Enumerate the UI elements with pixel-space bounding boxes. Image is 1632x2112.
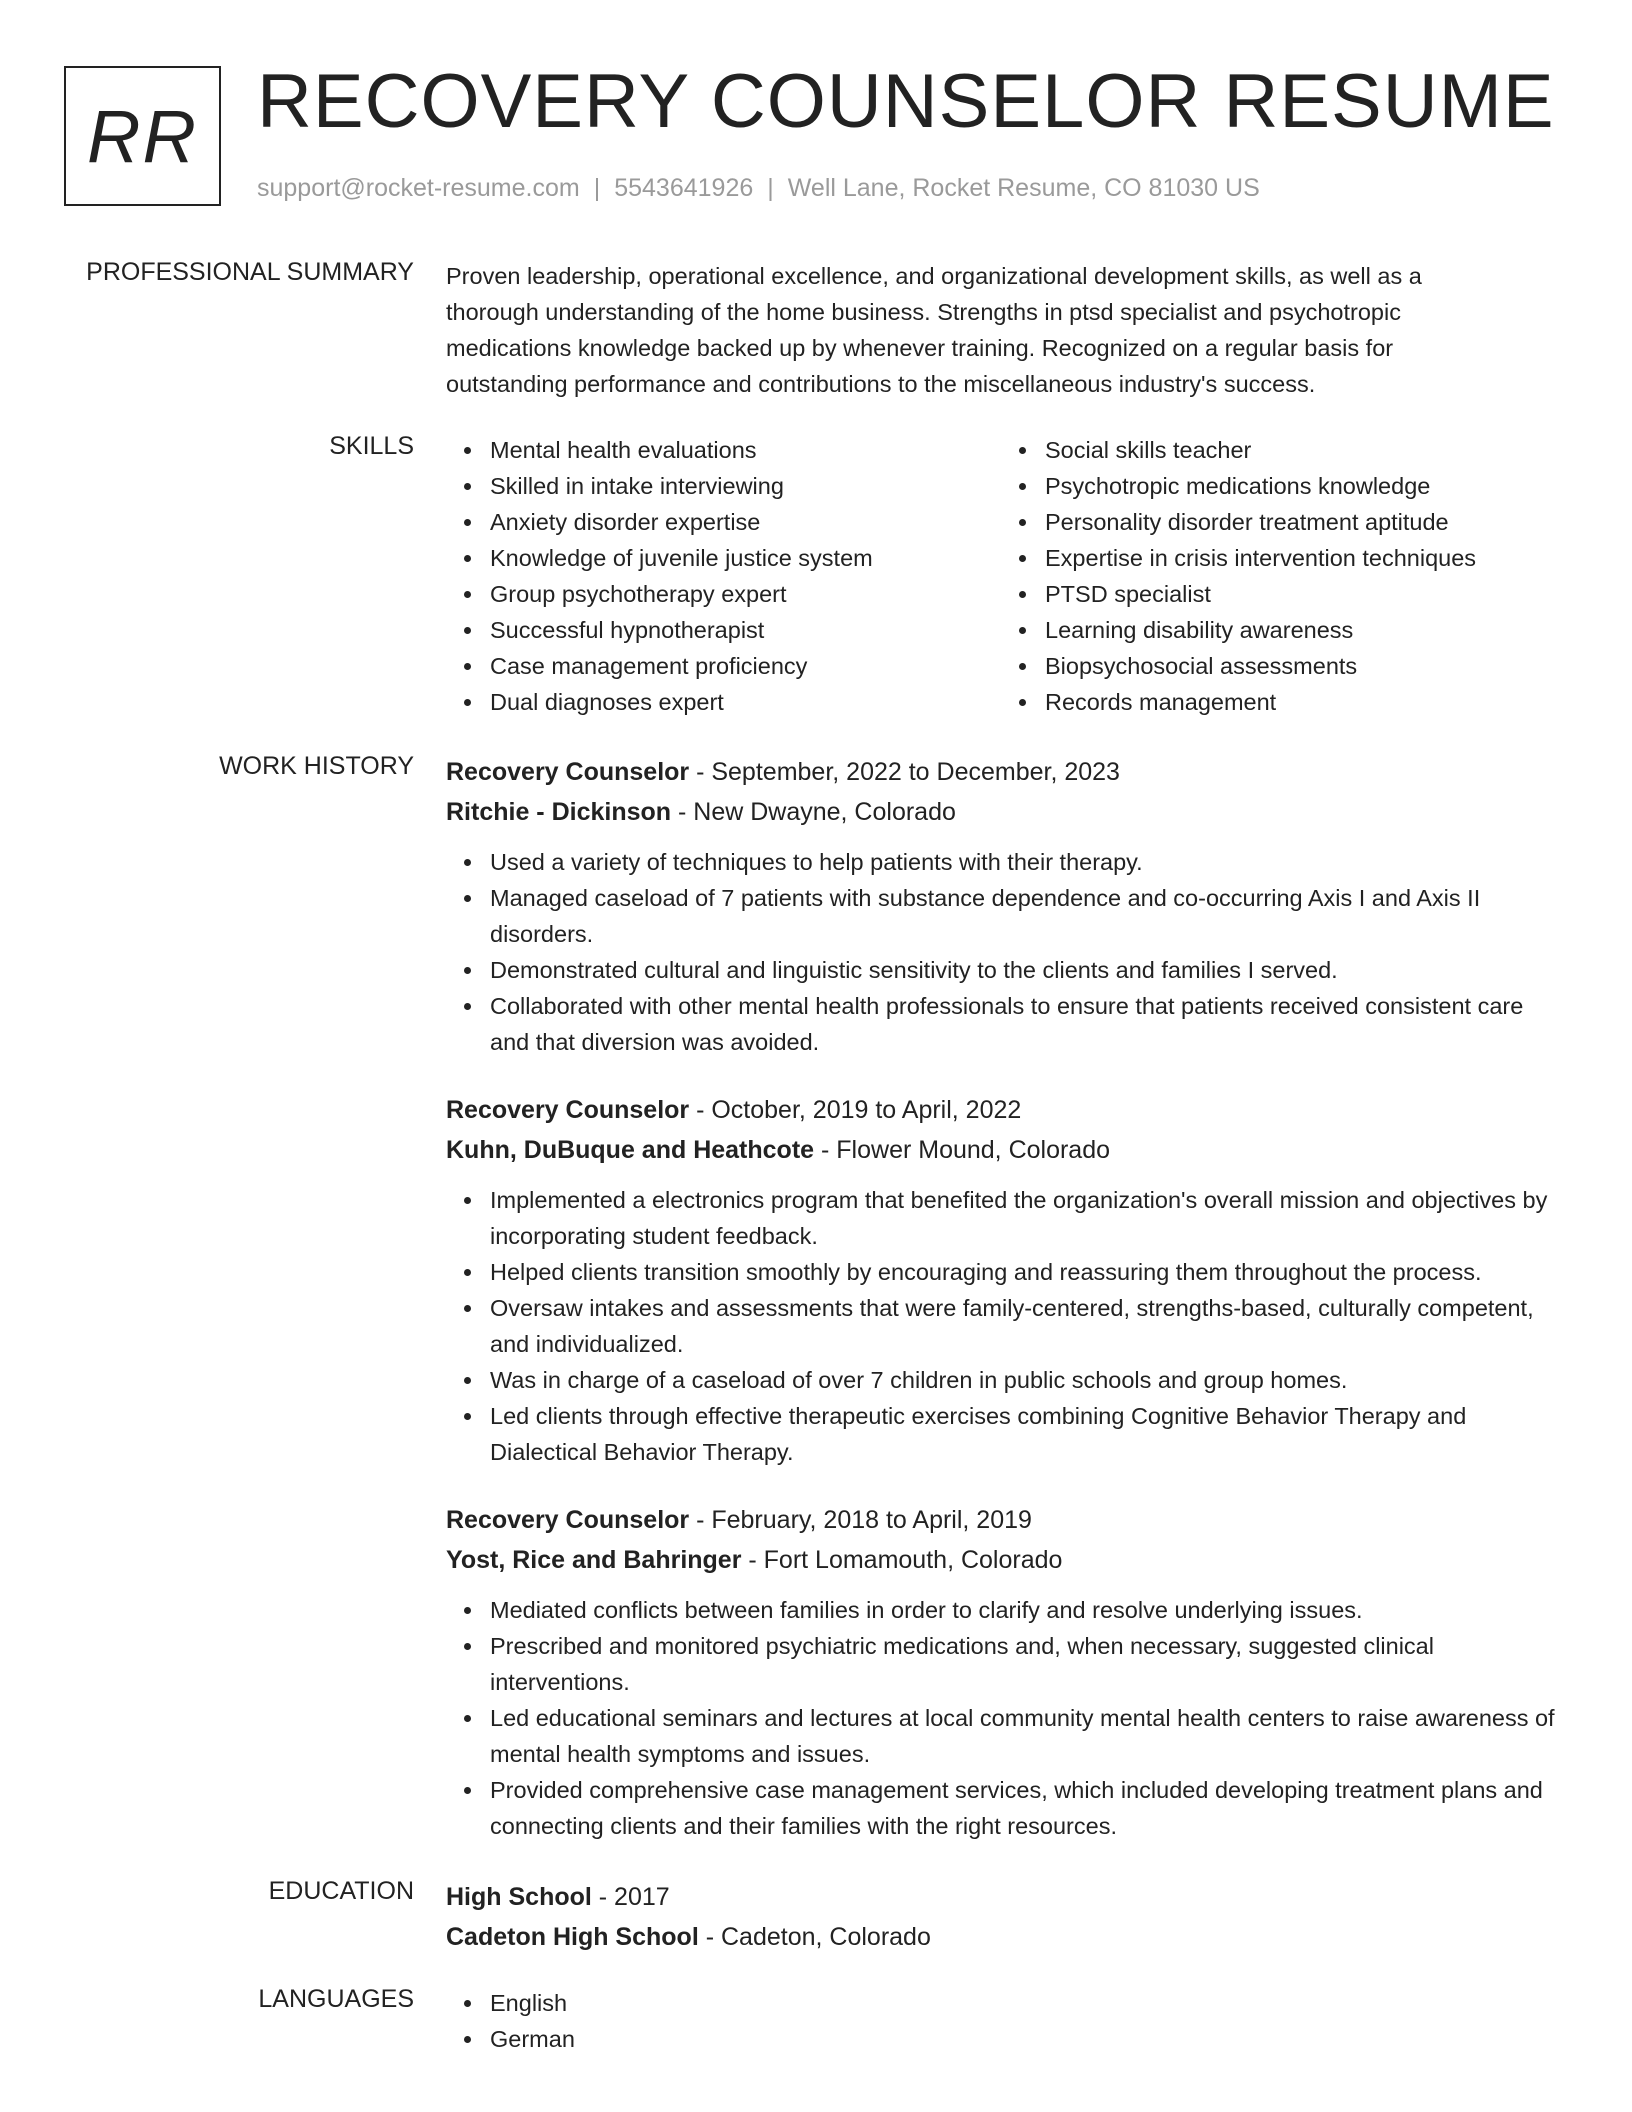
address: Well Lane, Rocket Resume, CO 81030 US bbox=[787, 174, 1260, 202]
skill-item: Biopsychosocial assessments bbox=[1045, 648, 1556, 684]
company-location: - Fort Lomamouth, Colorado bbox=[741, 1546, 1063, 1574]
degree-line bbox=[446, 1877, 1556, 1917]
company-line bbox=[446, 1540, 1556, 1580]
job-bullet: Mediated conflicts between families in order to clarify and resolve underlying issues. bbox=[490, 1592, 1556, 1628]
resume-title: RECOVERY COUNSELOR RESUME bbox=[257, 59, 1555, 144]
skill-item: Case management proficiency bbox=[490, 648, 1001, 684]
job-entry bbox=[446, 1090, 1556, 1470]
degree: High School bbox=[446, 1883, 592, 1911]
skill-item: Personality disorder treatment aptitude bbox=[1045, 504, 1556, 540]
language-item: German bbox=[490, 2021, 1556, 2057]
section-label-languages: LANGUAGES bbox=[258, 1985, 414, 2013]
graduation-year: - 2017 bbox=[591, 1883, 670, 1911]
summary-line: Proven leadership, operational excellence, and organizational development skills, as well as a bbox=[446, 263, 1422, 289]
work-history-content bbox=[446, 752, 1556, 1844]
company-location: - New Dwayne, Colorado bbox=[671, 798, 956, 826]
school-name: Cadeton High School bbox=[446, 1923, 699, 1951]
school-location: - Cadeton, Colorado bbox=[698, 1923, 931, 1951]
summary-line: thorough understanding of the home business. Strengths in ptsd specialist and psychotropic bbox=[446, 299, 1401, 325]
job-title: Recovery Counselor bbox=[446, 1096, 690, 1124]
skills-column-left bbox=[446, 432, 1001, 720]
skill-item: Mental health evaluations bbox=[490, 432, 1001, 468]
section-label-work: WORK HISTORY bbox=[219, 752, 414, 780]
job-bullet: Used a variety of techniques to help patients with their therapy. bbox=[490, 844, 1556, 880]
skills-list bbox=[446, 432, 1556, 720]
job-dates: - February, 2018 to April, 2019 bbox=[689, 1506, 1032, 1534]
company-name: Kuhn, DuBuque and Heathcote bbox=[446, 1136, 815, 1164]
languages-content bbox=[446, 1985, 1556, 2057]
skill-item: Successful hypnotherapist bbox=[490, 612, 1001, 648]
job-bullet: Provided comprehensive case management services, which included developing treatment plans and connecting clients and their families with the right resources. bbox=[490, 1772, 1556, 1844]
contact-line bbox=[257, 174, 1260, 203]
job-dates: - September, 2022 to December, 2023 bbox=[689, 758, 1120, 786]
job-entry bbox=[446, 752, 1556, 1060]
job-bullet: Managed caseload of 7 patients with substance dependence and co-occurring Axis I and Axis II disorders. bbox=[490, 880, 1556, 952]
job-entry bbox=[446, 1500, 1556, 1844]
education-content bbox=[446, 1877, 1556, 1957]
job-bullet: Prescribed and monitored psychiatric medications and, when necessary, suggested clinical interventions. bbox=[490, 1628, 1556, 1700]
separator: | bbox=[593, 174, 601, 202]
skill-item: Expertise in crisis intervention techniques bbox=[1045, 540, 1556, 576]
job-title-line bbox=[446, 1500, 1556, 1540]
skill-item: Group psychotherapy expert bbox=[490, 576, 1001, 612]
company-location: - Flower Mound, Colorado bbox=[814, 1136, 1111, 1164]
skill-item: Knowledge of juvenile justice system bbox=[490, 540, 1001, 576]
job-bullet: Led educational seminars and lectures at local community mental health centers to raise awareness of mental health symptoms and issues. bbox=[490, 1700, 1556, 1772]
skill-item: Psychotropic medications knowledge bbox=[1045, 468, 1556, 504]
separator: | bbox=[767, 174, 774, 202]
summary-line: medications knowledge backed up by whenever training. Recognized on a regular basis for bbox=[446, 335, 1394, 361]
skill-item: Skilled in intake interviewing bbox=[490, 468, 1001, 504]
language-item: English bbox=[490, 1985, 1556, 2021]
job-bullets bbox=[446, 844, 1556, 1060]
school-line bbox=[446, 1917, 1556, 1957]
job-title: Recovery Counselor bbox=[446, 1506, 690, 1534]
section-label-education: EDUCATION bbox=[268, 1877, 414, 1905]
job-title-line bbox=[446, 1090, 1556, 1130]
languages-list bbox=[446, 1985, 1556, 2057]
skill-item: Anxiety disorder expertise bbox=[490, 504, 1001, 540]
job-bullet: Helped clients transition smoothly by encouraging and reassuring them throughout the process. bbox=[490, 1254, 1556, 1290]
company-name: Yost, Rice and Bahringer bbox=[446, 1546, 742, 1574]
skill-item: Social skills teacher bbox=[1045, 432, 1556, 468]
section-label-summary: PROFESSIONAL SUMMARY bbox=[86, 258, 414, 286]
job-bullet: Implemented a electronics program that benefited the organization's overall mission and objectives by incorporating student feedback. bbox=[490, 1182, 1556, 1254]
job-title-line bbox=[446, 752, 1556, 792]
job-bullets bbox=[446, 1592, 1556, 1844]
skill-item: Dual diagnoses expert bbox=[490, 684, 1001, 720]
job-bullet: Led clients through effective therapeutic exercises combining Cognitive Behavior Therapy and Dialectical Behavior Therapy. bbox=[490, 1398, 1556, 1470]
skill-item: Learning disability awareness bbox=[1045, 612, 1556, 648]
company-name: Ritchie - Dickinson bbox=[446, 798, 672, 826]
phone: 5543641926 bbox=[614, 174, 754, 202]
summary-text bbox=[446, 258, 1556, 402]
job-dates: - October, 2019 to April, 2022 bbox=[689, 1096, 1022, 1124]
summary-line: outstanding performance and contributions to the miscellaneous industry's success. bbox=[446, 371, 1316, 397]
job-bullets bbox=[446, 1182, 1556, 1470]
job-bullet: Was in charge of a caseload of over 7 children in public schools and group homes. bbox=[490, 1362, 1556, 1398]
email[interactable]: support@rocket-resume.com bbox=[257, 174, 580, 202]
skill-item: PTSD specialist bbox=[1045, 576, 1556, 612]
job-bullet: Collaborated with other mental health professionals to ensure that patients received consistent care and that diversion was avoided. bbox=[490, 988, 1556, 1060]
job-bullet: Oversaw intakes and assessments that were family-centered, strengths-based, culturally competent, and individualized. bbox=[490, 1290, 1556, 1362]
job-bullet: Demonstrated cultural and linguistic sensitivity to the clients and families I served. bbox=[490, 952, 1556, 988]
company-line bbox=[446, 792, 1556, 832]
monogram-logo: RR bbox=[64, 66, 221, 206]
skill-item: Records management bbox=[1045, 684, 1556, 720]
job-title: Recovery Counselor bbox=[446, 758, 690, 786]
section-label-skills: SKILLS bbox=[329, 432, 414, 460]
skills-column-right bbox=[1001, 432, 1556, 720]
company-line bbox=[446, 1130, 1556, 1170]
